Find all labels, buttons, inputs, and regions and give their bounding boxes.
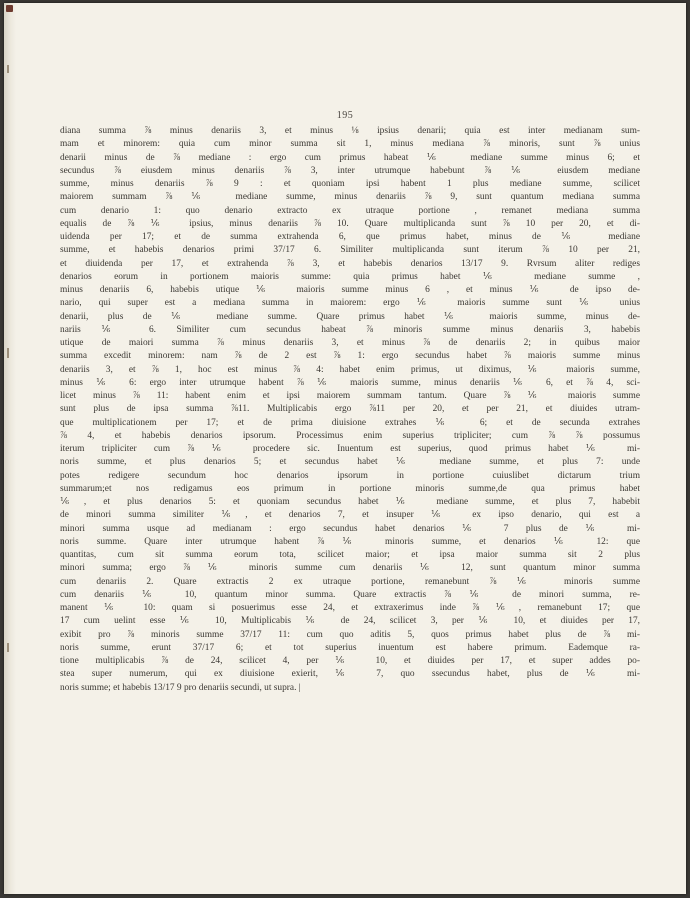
text-line: denarios eorum in portionem maioris summe: quia primus habet ⅙ mediane summe ,	[60, 271, 640, 282]
text-line: noris summe. Quare inter utrumque habent ⅞ ⅙ minoris summe, et denarios ⅙ 12: que	[60, 536, 640, 547]
text-line: noris summe, erunt 37/17 6; et tot superius inuentum est habere primum. Eademque ra-	[60, 642, 640, 653]
binding-mark-middle	[7, 348, 9, 358]
text-line: minus denariis 6, habebis utique ⅙ maioris summe minus 6 , et minus ⅙ de ipso de-	[60, 285, 640, 295]
text-line: tione multiplicabis ⅞ de 24, scilicet 4, per ⅙ 10, et diuides per 17, et super addes po-	[60, 656, 640, 666]
text-line: noris summe, et plus denarios 5; et secundus habet ⅙ mediane summe, et plus 7: unde	[60, 457, 640, 468]
text-line: utique de maiori summa ⅞ minus denariis 3, et minus ⅞ de denariis 2; in quibus maior	[60, 338, 640, 348]
text-line: summa excedit minorem: nam ⅞ de 2 est ⅞ 1: ergo secundus habet ⅞ maioris summe minus	[60, 351, 640, 362]
text-line: denarii, plus de ⅙ mediane summe. Quare primus habet ⅙ maioris summe, minus de-	[60, 311, 640, 322]
text-line: cum denariis 2. Quare extractis 2 ex utraque portione, remanebunt ⅞ ⅙ minoris summe	[60, 576, 640, 587]
text-line: licet minus ⅞ 11: habent enim et ipsi maiorem summam tantum. Quare ⅞ ⅙ maioris summe	[60, 391, 640, 401]
text-line: maiorem summam ⅞ ⅙ mediane summe, minus denariis ⅞ 9, sunt quantum mediana summa	[60, 192, 640, 203]
text-line: denarii minus de ⅞ mediane : ergo cum primus habeat ⅙ mediane summe minus 6; et	[60, 152, 640, 163]
binding-mark-upper	[7, 65, 9, 73]
text-line: cum denariis ⅙ 10, quantum minor summa. Quare extractis ⅞ ⅙ de minori summa, re-	[60, 589, 640, 600]
page-gutter	[4, 3, 16, 894]
text-line: minus ⅙ 6: ergo inter utrumque habent ⅞ ⅙ maioris summe, minus denariis ⅙ 6, et ⅞ 4, sci-	[60, 377, 640, 388]
text-line: que multiplicationem per 17; et de prima diuisione extrahes ⅙ 6; et de secunda extrahes	[60, 417, 640, 428]
text-line: minori summa usque ad medianam : ergo secundus habet denarios ⅙ 7 plus de ⅙ mi-	[60, 523, 640, 534]
corner-marker	[6, 5, 13, 12]
text-line: summe, et habebis denarios primi 37/17 6. Similiter multiplicanda sunt iterum ⅞ 10 per 21,	[60, 245, 640, 256]
text-line: equalis de ⅞ ⅙ ipsius, minus denariis ⅞ 10. Quare multiplicanda sunt ⅞ 10 per 20, et di-	[60, 218, 640, 229]
text-line: potes redigere secundum hoc denarios ipsorum in portione cuiuslibet dictarum trium	[60, 470, 640, 481]
text-line: summarum;et nos redigamus eos primum in portione minoris summe,de qua primus habet	[60, 483, 640, 494]
text-line: uidenda per 17; et de summa extrahenda 6, que primus habet, minus de ⅙ mediane	[60, 232, 640, 242]
text-line: denariis 3, et ⅞ 1, hoc est minus ⅞ 4: habet enim primus, ut diximus, ⅙ maioris summe,	[60, 364, 640, 375]
text-line: summe, minus denariis ⅞ 9 : et quoniam ipsi habent 1 plus mediane summe, scilicet	[60, 179, 640, 189]
page-number: 195	[336, 110, 354, 121]
text-line: ⅞ 4, et habebis denarios ipsorum. Processimus enim superius tripliciter; cum ⅞ ⅞ possumus	[60, 430, 640, 441]
book-page	[4, 3, 686, 894]
text-line: minori summa; ergo ⅞ ⅙ minoris summe cum denariis ⅙ 12, sunt quantum minor summa	[60, 563, 640, 574]
text-line: stea super numerum, qui ex diuisione exierit, ⅙ 7, quo ssecundus habet, plus de ⅙ mi-	[60, 669, 640, 680]
text-line: secundus ⅞ eiusdem minus denariis ⅞ 3, inter utrumque habebunt ⅞ ⅙ eiusdem mediane	[60, 165, 640, 176]
text-line: ⅙, et plus denarios 5: et quoniam secundus habet ⅙ mediane summe, et plus 7, habebit	[60, 497, 640, 507]
text-line: sunt plus de ipsa summa ⅞11. Multiplicabis ergo ⅞11 per 20, et per 21, et diuides utram-	[60, 404, 640, 415]
text-line: quantitas, cum sit summa eorum tota, scilicet maior; et ipsa maior summa sit 2 plus	[60, 550, 640, 560]
text-line: nario, qui super est a mediana summa in maiorem: ergo ⅙ maioris summe sunt ⅙ unius	[60, 298, 640, 309]
binding-mark-lower	[7, 643, 9, 652]
text-line: de minori summa similiter ⅙, et denarios 7, et insuper ⅙ ex ipso denario, qui est a	[60, 510, 640, 521]
body-text	[60, 125, 640, 695]
text-line: cum denario 1: quo denario extracto ex utraque portione , remanet mediana summa	[60, 205, 640, 216]
text-line: iterum tripliciter cum ⅞ ⅙ procedere sic. Inuentum est superius, quod primus habet ⅙ mi-	[60, 444, 640, 454]
text-line: exibit pro ⅞ minoris summe 37/17 11: cum quo aditis 5, quos primus habet plus de ⅞ mi-	[60, 629, 640, 640]
text-line: mam et minorem: quia cum minor summa sit 1, minus mediana ⅞ minoris, sunt ⅞ unius	[60, 139, 640, 150]
text-line: noris summe; et habebis 13/17 9 pro denariis secundi, ut supra. |	[60, 682, 301, 693]
text-line: manent ⅙ 10: quam si posuerimus esse 24, et extraxerimus inde ⅞ ⅙, remanebunt 17; que	[60, 603, 640, 613]
text-line: et diuidenda per 17, et extrahenda ⅞ 3, et habebis denarios 13/17 9. Rvrsum aliter rediges	[60, 258, 640, 269]
text-line: nariis ⅙ 6. Similiter cum secundus habeat ⅞ minoris summe minus denariis 3, habebis	[60, 324, 640, 335]
text-line: diana summa ⅞ minus denariis 3, et minus ⅛ ipsius denarii; quia est inter medianam sum-	[60, 126, 640, 136]
text-line: 17 cum uelint esse ⅙ 10, Multiplicabis ⅙ de 24, scilicet 3, per ⅙ 10, et diuides per 17,	[60, 616, 640, 627]
